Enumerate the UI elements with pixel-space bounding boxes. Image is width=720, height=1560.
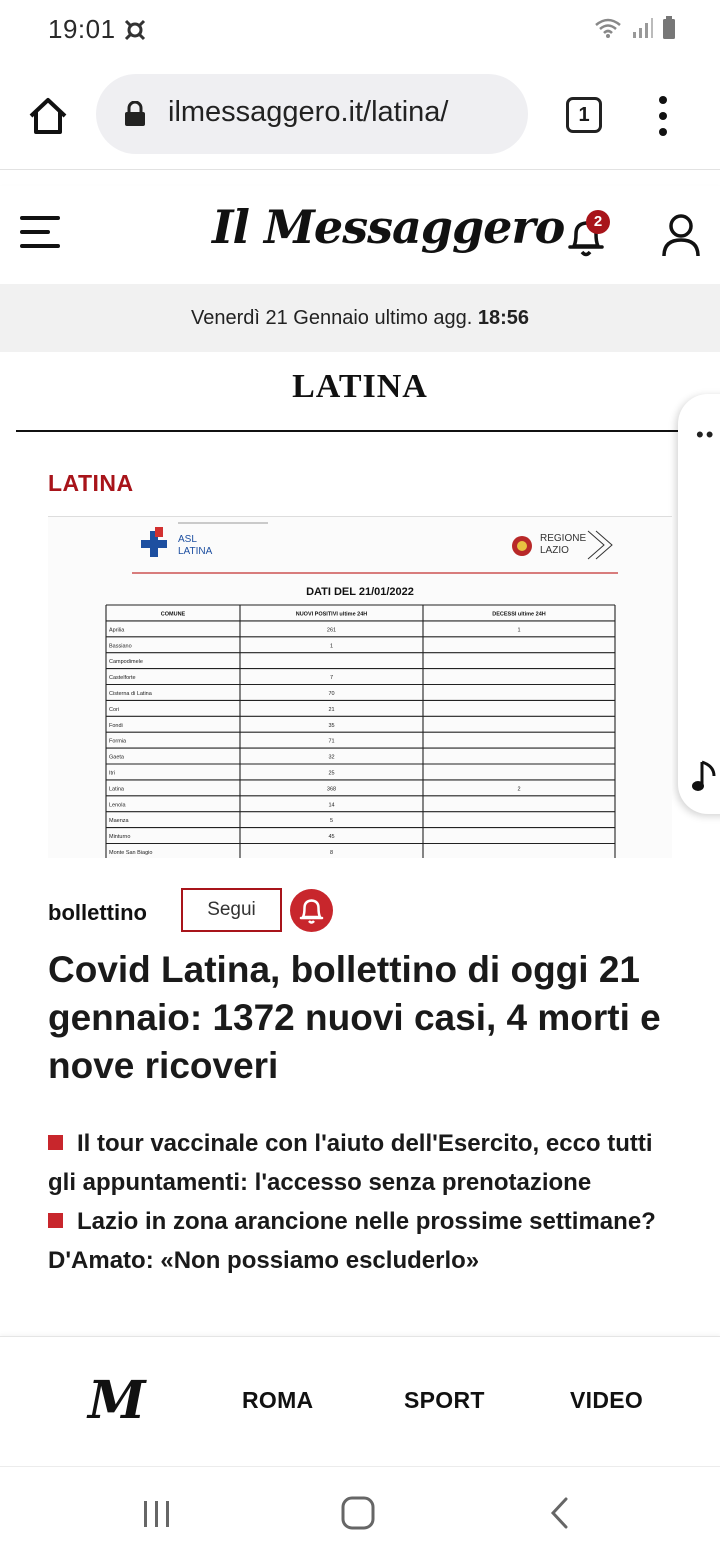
table-cell: Latina <box>109 786 124 793</box>
table-cell: 8 <box>329 850 334 856</box>
system-navigation-bar <box>0 1466 720 1560</box>
article-image[interactable] <box>48 516 672 858</box>
update-time: 18:56 <box>477 307 530 329</box>
home-icon[interactable] <box>26 94 70 138</box>
table-cell: Minturno <box>109 834 131 841</box>
user-account-icon[interactable] <box>660 212 702 260</box>
home-circle-icon[interactable] <box>340 1495 376 1531</box>
status-time: 19:01 <box>48 14 116 44</box>
table-cell: 261 <box>326 627 337 634</box>
table-header-cell: NUOVI POSITIVI ultime 24H <box>295 611 368 618</box>
notifications-button[interactable] <box>566 214 612 260</box>
table-cell: 7 <box>329 675 334 682</box>
url-bar[interactable] <box>96 74 528 154</box>
floating-side-widget[interactable] <box>678 394 720 814</box>
follow-button[interactable]: Segui <box>181 888 282 932</box>
table-cell: 32 <box>328 754 335 761</box>
table-cell: 21 <box>328 706 335 713</box>
table-cell: Monte San Biagio <box>109 850 153 856</box>
wifi-icon <box>594 17 624 39</box>
status-bar <box>0 0 720 62</box>
table-cell: 1 <box>517 627 521 634</box>
battery-icon <box>662 16 676 40</box>
table-cell: Castelforte <box>109 675 136 682</box>
nav-roma[interactable]: ROMA <box>242 1387 314 1413</box>
related-article-link[interactable]: Lazio in zona arancione nelle prossime settimane? D'Amato: «Non possiamo escluderlo» <box>48 1208 656 1274</box>
table-cell: Cisterna di Latina <box>109 691 152 697</box>
table-cell: 25 <box>328 770 335 777</box>
article-category[interactable]: LATINA <box>48 470 134 496</box>
table-cell: Itri <box>109 770 116 777</box>
bottom-navigation <box>0 1336 720 1466</box>
table-cell: Cori <box>109 706 120 713</box>
table-header-cell: COMUNE <box>160 611 186 618</box>
signal-icon <box>632 17 654 39</box>
site-header <box>0 186 720 284</box>
table-cell: 5 <box>329 818 334 825</box>
site-logo[interactable]: Il Messaggero <box>212 200 565 254</box>
asl-logo-text-2: LATINA <box>178 546 213 557</box>
table-cell: 35 <box>328 722 335 729</box>
more-dots-icon[interactable]: •• <box>696 422 716 447</box>
browser-toolbar <box>0 62 720 170</box>
table-cell: Campodimele <box>109 659 143 666</box>
table-cell: 14 <box>328 802 335 809</box>
date-text: Venerdì 21 Gennaio ultimo agg. <box>190 307 473 329</box>
section-title: LATINA <box>292 368 428 405</box>
bullet-square-icon <box>48 1135 63 1150</box>
music-note-icon[interactable] <box>692 760 720 794</box>
topic-tag[interactable]: bollettino <box>48 900 147 925</box>
bullet-square-icon <box>48 1213 63 1228</box>
topic-notification-button[interactable] <box>290 889 333 932</box>
table-cell: 70 <box>328 691 335 697</box>
asl-logo-text-1: ASL <box>178 534 197 545</box>
region-logo-text-1: REGIONE <box>540 533 587 544</box>
more-options-icon[interactable] <box>650 94 676 138</box>
bell-icon <box>290 889 333 932</box>
bulletin-table-image <box>48 517 672 858</box>
home-logo-button[interactable]: M <box>88 1370 146 1431</box>
related-article-link[interactable]: Il tour vaccinale con l'aiuto dell'Esercito, ecco tutti gli appuntamenti: l'accesso senza prenotazione <box>48 1130 653 1196</box>
table-cell: Formia <box>109 738 127 745</box>
table-cell: Lenola <box>109 802 126 809</box>
table-cell: Bassiano <box>109 643 132 650</box>
lock-icon <box>124 101 146 127</box>
table-cell: 2 <box>517 786 521 793</box>
table-cell: Aprilia <box>109 627 125 634</box>
notification-badge: 2 <box>586 210 610 234</box>
bulletin-title: DATI DEL 21/01/2022 <box>306 586 414 598</box>
tab-switcher-button[interactable]: 1 <box>566 97 602 133</box>
status-icons <box>594 16 676 40</box>
nav-sport[interactable]: SPORT <box>404 1387 485 1413</box>
table-cell: 45 <box>328 834 335 841</box>
related-articles <box>48 1124 668 1280</box>
table-header-cell: DECESSI ultime 24H <box>492 611 546 618</box>
recent-apps-icon[interactable] <box>140 1497 174 1531</box>
article-headline[interactable]: Covid Latina, bollettino di oggi 21 gennaio: 1372 nuovi casi, 4 morti e nove ricoveri <box>48 949 661 1086</box>
table-cell: 71 <box>328 738 335 745</box>
app-notification-icon <box>122 17 148 43</box>
table-cell: Gaeta <box>109 754 124 761</box>
table-cell: Fondi <box>109 722 123 729</box>
nav-video[interactable]: VIDEO <box>570 1387 644 1413</box>
hamburger-menu-icon[interactable] <box>20 216 60 252</box>
table-cell: 368 <box>326 786 337 793</box>
url-text: ilmessaggero.it/latina/ <box>168 96 449 128</box>
table-cell: Maenza <box>109 818 129 825</box>
section-divider <box>16 430 720 432</box>
date-strip <box>0 284 720 352</box>
back-icon[interactable] <box>546 1495 574 1531</box>
region-logo-text-2: LAZIO <box>540 545 569 556</box>
table-cell: 1 <box>329 643 334 650</box>
